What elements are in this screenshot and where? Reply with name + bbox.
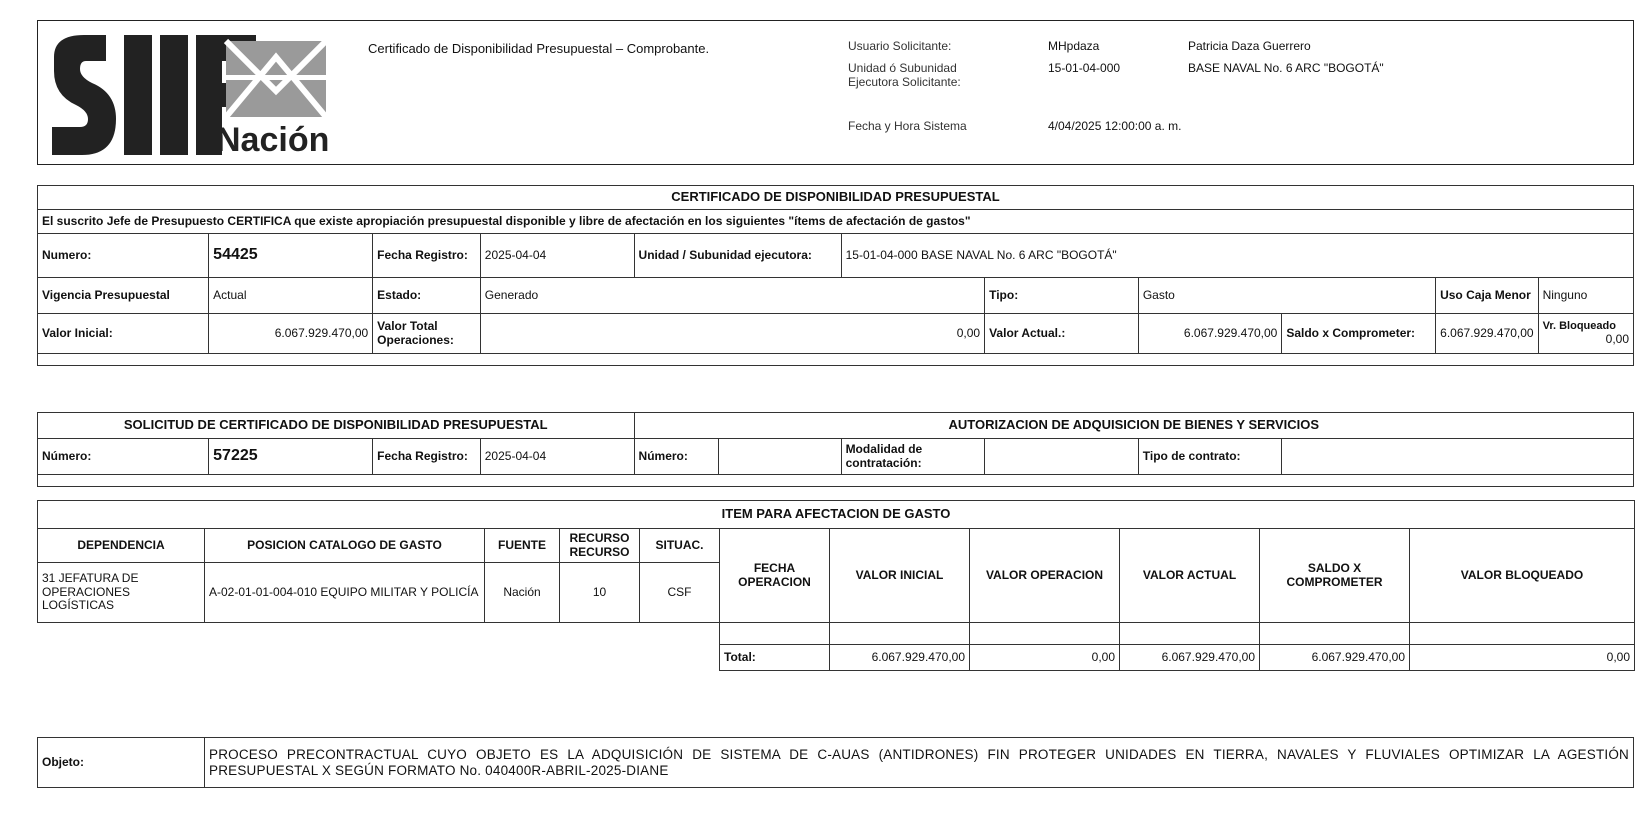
tipo-label: Tipo: [985,278,1139,314]
th-valor-bloqueado: VALOR BLOQUEADO [1410,529,1635,623]
unidad-ejecutora-label: Unidad / Subunidad ejecutora: [634,234,841,278]
th-valor-operacion: VALOR OPERACION [970,529,1120,623]
total-label: Total: [720,645,830,671]
certificado-table [37,185,1634,366]
usuario-code: MHpdaza [1048,39,1100,53]
th-valor-actual: VALOR ACTUAL [1120,529,1260,623]
objeto-table [37,737,1634,788]
bloqueado-cell [1538,314,1633,354]
tipo-value: Gasto [1138,278,1435,314]
th-fecha-operacion: FECHA OPERACION [720,529,830,623]
item-title: ITEM PARA AFECTACION DE GASTO [38,501,1635,529]
th-situac: SITUAC. [640,529,720,563]
bloqueado-value: 0,00 [1605,331,1629,346]
solicitud-title: SOLICITUD DE CERTIFICADO DE DISPONIBILIDAD PRESUPUESTAL [38,413,635,439]
row-posicion: A-02-01-01-004-010 EQUIPO MILITAR Y POLICÍA [205,563,485,623]
solicitud-section [37,412,1634,487]
fecha-registro-value: 2025-04-04 [480,234,634,278]
caja-menor-value: Ninguno [1538,278,1633,314]
vigencia-label: Vigencia Presupuestal [38,278,209,314]
unidad-ejecutora-value: 15-01-04-000 BASE NAVAL No. 6 ARC "BOGOTÁ" [841,234,1633,278]
valor-actual-value: 6.067.929.470,00 [1138,314,1282,354]
vigencia-value: Actual [209,278,373,314]
row-recurso: 10 [560,563,640,623]
th-saldo: SALDO X COMPROMETER [1260,529,1410,623]
modalidad-label: Modalidad de contratación: [841,439,984,475]
numero-label: Numero: [38,234,209,278]
solicitud-fecha-value: 2025-04-04 [480,439,634,475]
solicitud-numero-label: Número: [38,439,209,475]
th-valor-inicial: VALOR INICIAL [830,529,970,623]
solicitud-fecha-label: Fecha Registro: [373,439,481,475]
solicitud-table [37,412,1634,487]
autorizacion-title: AUTORIZACION DE ADQUISICION DE BIENES Y SERVICIOS [634,413,1633,439]
logo-nacion-text: Nación [216,121,330,159]
unidad-code: 15-01-04-000 [1048,61,1121,75]
objeto-label: Objeto: [38,738,205,788]
autorizacion-numero-value [718,439,841,475]
unidad-label: Unidad ó Subunidad Ejecutora Solicitante: [848,61,961,89]
certificado-statement: El suscrito Jefe de Presupuesto CERTIFICA que existe apropiación presupuestal disponible y libre de afectación en los siguientes "ítems de afectación de gastos" [38,210,1634,234]
certificado-section [37,185,1634,366]
autorizacion-numero-label: Número: [634,439,718,475]
solicitud-numero-value: 57225 [209,439,373,475]
objeto-text: PROCESO PRECONTRACTUAL CUYO OBJETO ES LA ADQUISICIÓN DE SISTEMA DE C-AUAS (ANTIDRONES) FIN PROTEGER UNIDADES EN TIERRA, NAVALES Y FLUVIALES OPTIMIZAR LA AGESTIÓN PRESUPUESTAL X SEGÚN FORMATO No. 040400R-ABRIL-2025-DIANE [205,738,1634,788]
th-fuente: FUENTE [485,529,560,563]
valor-actual-label: Valor Actual.: [985,314,1139,354]
saldo-label: Saldo x Comprometer: [1282,314,1436,354]
valor-total-value: 0,00 [480,314,984,354]
fecha-hora-label: Fecha y Hora Sistema [848,119,967,133]
valor-total-label: Valor Total Operaciones: [373,314,481,354]
total-saldo: 6.067.929.470,00 [1260,645,1410,671]
valor-inicial-value: 6.067.929.470,00 [209,314,373,354]
bloqueado-label: Vr. Bloqueado [1542,320,1616,333]
unidad-name: BASE NAVAL No. 6 ARC "BOGOTÁ" [1188,61,1384,75]
caja-menor-label: Uso Caja Menor [1436,278,1539,314]
total-row [38,645,1635,671]
fecha-registro-label: Fecha Registro: [373,234,481,278]
row-situac: CSF [640,563,720,623]
modalidad-value [985,439,1139,475]
fecha-hora-value: 4/04/2025 12:00:00 a. m. [1048,119,1182,133]
tipo-contrato-label: Tipo de contrato: [1138,439,1281,475]
total-valor-inicial: 6.067.929.470,00 [830,645,970,671]
th-dependencia: DEPENDENCIA [38,529,205,563]
total-valor-actual: 6.067.929.470,00 [1120,645,1260,671]
document-title: Certificado de Disponibilidad Presupuestal – Comprobante. [368,41,710,56]
th-recurso: RECURSO RECURSO [560,529,640,563]
valor-inicial-label: Valor Inicial: [38,314,209,354]
row-dependencia: 31 JEFATURA DE OPERACIONES LOGÍSTICAS [38,563,205,623]
th-posicion: POSICION CATALOGO DE GASTO [205,529,485,563]
total-valor-operacion: 0,00 [970,645,1120,671]
objeto-section [37,737,1634,788]
estado-label: Estado: [373,278,481,314]
total-bloqueado: 0,00 [1410,645,1635,671]
usuario-label: Usuario Solicitante: [848,39,952,53]
row-fuente: Nación [485,563,560,623]
item-section [37,500,1634,671]
saldo-value: 6.067.929.470,00 [1436,314,1539,354]
document-header [37,20,1634,165]
estado-value: Generado [480,278,984,314]
item-table [37,500,1635,671]
tipo-contrato-value [1282,439,1634,475]
usuario-name: Patricia Daza Guerrero [1188,39,1311,53]
certificado-title: CERTIFICADO DE DISPONIBILIDAD PRESUPUESTAL [38,186,1634,210]
numero-value: 54425 [209,234,373,278]
